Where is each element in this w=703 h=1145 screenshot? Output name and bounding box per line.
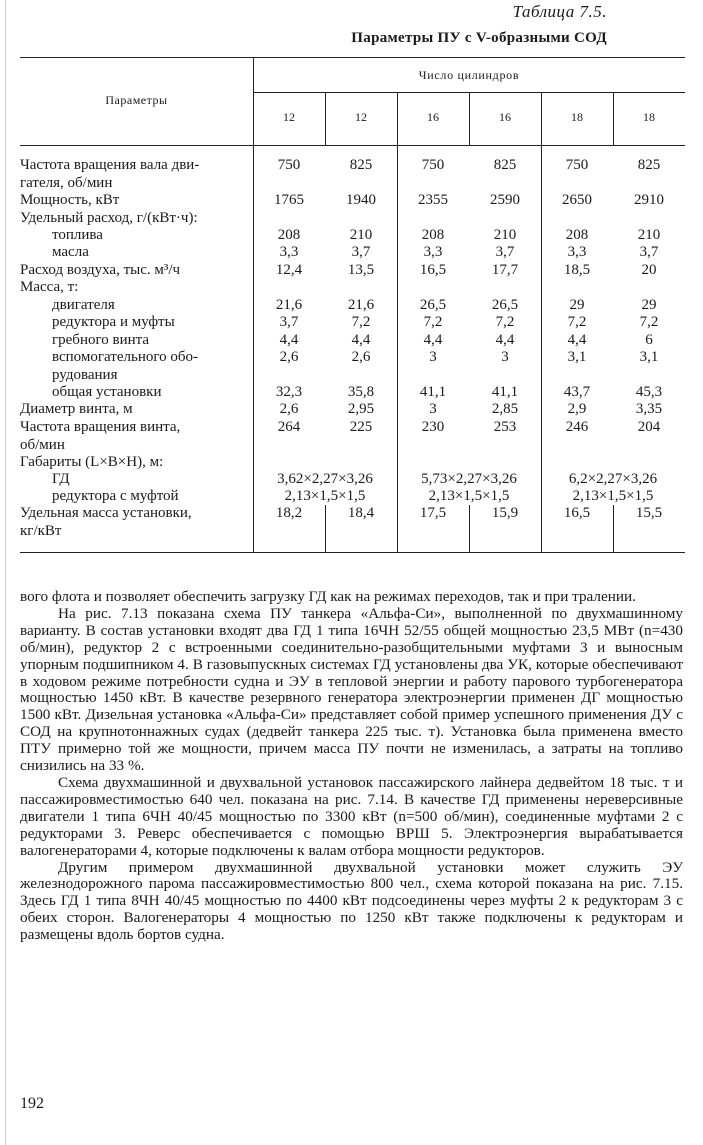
table-cell: 3,3 xyxy=(423,244,443,260)
table-cell: 210 xyxy=(349,227,373,243)
table-cell: 32,3 xyxy=(275,384,303,400)
table-cell: 208 xyxy=(421,227,445,243)
table-cell: 750 xyxy=(277,157,301,173)
table-cell: 2355 xyxy=(418,192,448,208)
page-edge-shadow xyxy=(5,0,6,1145)
table-cell: 2,95 xyxy=(347,401,375,417)
row-label: Удельная масса установки, xyxy=(20,505,192,521)
table-cell: 3 xyxy=(501,349,509,365)
table-cell: 225 xyxy=(349,419,373,435)
table-cell: 4,4 xyxy=(279,332,299,348)
row-label: Диаметр винта, м xyxy=(20,401,133,417)
table-cell: 1940 xyxy=(346,192,376,208)
table-cell: 7,2 xyxy=(423,314,443,330)
table-cell: 3,3 xyxy=(567,244,587,260)
table-cell: 26,5 xyxy=(419,297,447,313)
table-cell: 29 xyxy=(641,297,657,313)
table-cell: 2,85 xyxy=(491,401,519,417)
table-cell: 16,5 xyxy=(563,505,591,521)
table-cell: 208 xyxy=(565,227,589,243)
table-cell: 3,35 xyxy=(635,401,663,417)
table-cell: 825 xyxy=(493,157,517,173)
table-cell: 15,5 xyxy=(635,505,663,521)
table-cell: 3,7 xyxy=(351,244,371,260)
table-cell: 4,4 xyxy=(495,332,515,348)
header-params: Параметры xyxy=(105,93,168,107)
table-cell: 18,5 xyxy=(563,262,591,278)
table-cell: 825 xyxy=(349,157,373,173)
table-cell: 750 xyxy=(565,157,589,173)
table-cell: 210 xyxy=(493,227,517,243)
table-cell-merged: 2,13×1,5×1,5 xyxy=(284,488,366,504)
row-label: Мощность, кВт xyxy=(20,192,120,208)
parameters-table xyxy=(20,57,685,553)
row-label-continued: кг/кВт xyxy=(20,522,62,539)
table-cell: 21,6 xyxy=(347,297,375,313)
table-cell: 230 xyxy=(421,419,445,435)
table-cell: 43,7 xyxy=(563,384,591,400)
table-cell: 7,2 xyxy=(639,314,659,330)
table-cell-merged: 2,13×1,5×1,5 xyxy=(428,488,510,504)
table-cell: 3 xyxy=(429,349,437,365)
paragraph: На рис. 7.13 показана схема ПУ танкера «Альфа-Си», выполненной по двухмашинному варианту. В состав установки входят два ГД 1 типа 16ЧН 52/55 общей мощностью 23,5 МВт (n=430 об/мин), редуктор 2 с встроенными соединительно-разобщительными муфтами 3 и выносным упорным подшипником 4. В газовыпускных системах ГД установлены два УК, которые обеспечивают в ходовом режиме потребности судна и ЭУ в тепловой энергии и работу парового турбогенератора мощностью 1450 кВт. В качестве резервного генератора электроэнергии применен ДГ мощностью 1500 кВт. Дизельная установка «Альфа-Си» представляет собой пример успешного применения ДУ с СОД на крупнотоннажных судах (дедвейт танкера 225 тыс. т). Установка была применена вместо ПТУ примерно той же мощности, причем масса ПУ почти не изменилась, а затраты на топливо снизились на 33 %. xyxy=(20,604,683,775)
table-cell: 4,4 xyxy=(351,332,371,348)
table-cell: 210 xyxy=(637,227,661,243)
table-cell: 3,7 xyxy=(495,244,515,260)
table-cell: 1765 xyxy=(274,192,304,208)
table-cell: 2590 xyxy=(490,192,520,208)
table-bottom-rule xyxy=(20,552,685,553)
table-cell: 750 xyxy=(421,157,445,173)
header-cylinder-count: 16 xyxy=(499,110,511,124)
paragraph: Другим примером двухмашинной двухвальной установки может служить ЭУ железнодорожного парома пассажировместимостью 800 чел., схема которой показана на рис. 7.15. Здесь ГД 1 типа 8ЧН 40/45 мощностью по 4400 кВт подсоединены через муфты 2 к редукторам 3 с обеих сторон. Валогенераторы 4 мощностью по 1250 кВт также подключены к редукторам и размещены вдоль бортов судна. xyxy=(20,858,683,944)
row-label: Частота вращения винта, xyxy=(20,419,181,435)
table-top-rule xyxy=(20,57,685,58)
table-cell: 4,4 xyxy=(423,332,443,348)
table-cell: 253 xyxy=(493,419,517,435)
row-label: масла xyxy=(52,244,89,260)
table-cell: 16,5 xyxy=(419,262,447,278)
table-cell-merged: 5,73×2,27×3,26 xyxy=(421,471,517,487)
row-label: Расход воздуха, тыс. м³/ч xyxy=(20,262,181,278)
row-label-continued: гателя, об/мин xyxy=(20,174,113,191)
row-label: редуктора с муфтой xyxy=(52,488,179,504)
table-cell: 26,5 xyxy=(491,297,519,313)
table-cell: 15,9 xyxy=(491,505,519,521)
table-cell: 3,7 xyxy=(639,244,659,260)
table-cell: 3,3 xyxy=(279,244,299,260)
table-cell: 204 xyxy=(637,419,661,435)
row-label: ГД xyxy=(52,471,70,487)
header-cylinders: Число цилиндров xyxy=(418,68,520,82)
table-cell: 17,5 xyxy=(419,505,447,521)
table-cell: 18,2 xyxy=(275,505,303,521)
row-label: гребного винта xyxy=(52,332,150,348)
table-cell: 7,2 xyxy=(351,314,371,330)
table-cell: 7,2 xyxy=(495,314,515,330)
row-label: двигателя xyxy=(52,297,115,313)
table-cell: 7,2 xyxy=(567,314,587,330)
table-cell-merged: 3,62×2,27×3,26 xyxy=(277,471,373,487)
row-label: Частота вращения вала дви- xyxy=(20,157,200,173)
row-label: Масса, т: xyxy=(20,279,79,295)
table-cell: 35,8 xyxy=(347,384,375,400)
table-cell: 246 xyxy=(565,419,589,435)
table-cell: 3,1 xyxy=(639,349,659,365)
table-cell-merged: 2,13×1,5×1,5 xyxy=(572,488,654,504)
page-number: 192 xyxy=(20,1095,44,1112)
table-cell: 6 xyxy=(645,332,653,348)
header-cylinder-count: 18 xyxy=(643,110,655,124)
table-header-bottom-rule xyxy=(20,145,685,146)
table-cell: 21,6 xyxy=(275,297,303,313)
body-text xyxy=(20,589,683,944)
table-cell: 18,4 xyxy=(347,505,375,521)
table-cell: 45,3 xyxy=(635,384,663,400)
row-label-continued: об/мин xyxy=(20,436,65,453)
row-label: топлива xyxy=(52,227,103,243)
table-cell: 41,1 xyxy=(491,384,519,400)
row-label: Габариты (L×B×H), м: xyxy=(20,454,164,470)
table-cell: 2,6 xyxy=(279,401,299,417)
table-cell: 2,9 xyxy=(567,401,587,417)
header-cylinder-count: 12 xyxy=(355,110,367,124)
table-cell: 3,7 xyxy=(279,314,299,330)
row-label: вспомогательного обо- xyxy=(52,349,199,365)
table-cell: 208 xyxy=(277,227,301,243)
table-cell: 2,6 xyxy=(351,349,371,365)
table-cell: 264 xyxy=(277,419,301,435)
table-cell: 2,6 xyxy=(279,349,299,365)
table-cell: 825 xyxy=(637,157,661,173)
row-label: Удельный расход, г/(кВт·ч): xyxy=(20,210,198,226)
table-cell: 3,1 xyxy=(567,349,587,365)
header-cylinder-count: 16 xyxy=(427,110,439,124)
row-label: общая установки xyxy=(52,384,162,400)
table-cell: 29 xyxy=(569,297,585,313)
table-caption-title: Параметры ПУ с V-образными СОД xyxy=(351,30,607,46)
header-cylinder-count: 18 xyxy=(571,110,583,124)
table-cell: 12,4 xyxy=(275,262,303,278)
paragraph: вого флота и позволяет обеспечить загрузку ГД как на режимах переходов, так и при тралении. xyxy=(20,588,636,605)
row-label-continued: рудования xyxy=(52,366,118,383)
table-cell: 2910 xyxy=(634,192,664,208)
table-caption-number: Таблица 7.5. xyxy=(512,2,607,21)
table-cell: 4,4 xyxy=(567,332,587,348)
paragraph: Схема двухмашинной и двухвальной установок пассажирского лайнера дедвейтом 18 тыс. т и пассажировместимостью 640 чел. показана на рис. 7.14. В качестве ГД применены нереверсивные двигатели 1 типа 6ЧН 40/45 мощностью по 3300 кВт (n=500 об/мин), соединенные муфтами 2 с редукторами 3. Реверс обеспечивается с помощью ВРШ 5. Электроэнергия вырабатывается валогенераторами 4, которые подключены к валам отбора мощности редукторов. xyxy=(20,773,683,859)
table-cell: 17,7 xyxy=(491,262,519,278)
table-cell-merged: 6,2×2,27×3,26 xyxy=(568,471,658,487)
header-cylinder-count: 12 xyxy=(283,110,295,124)
table-cell: 2650 xyxy=(562,192,592,208)
row-label: редуктора и муфты xyxy=(52,314,175,330)
table-cell: 3 xyxy=(429,401,437,417)
table-cell: 41,1 xyxy=(419,384,447,400)
table-cell: 20 xyxy=(641,262,657,278)
table-cell: 13,5 xyxy=(347,262,375,278)
